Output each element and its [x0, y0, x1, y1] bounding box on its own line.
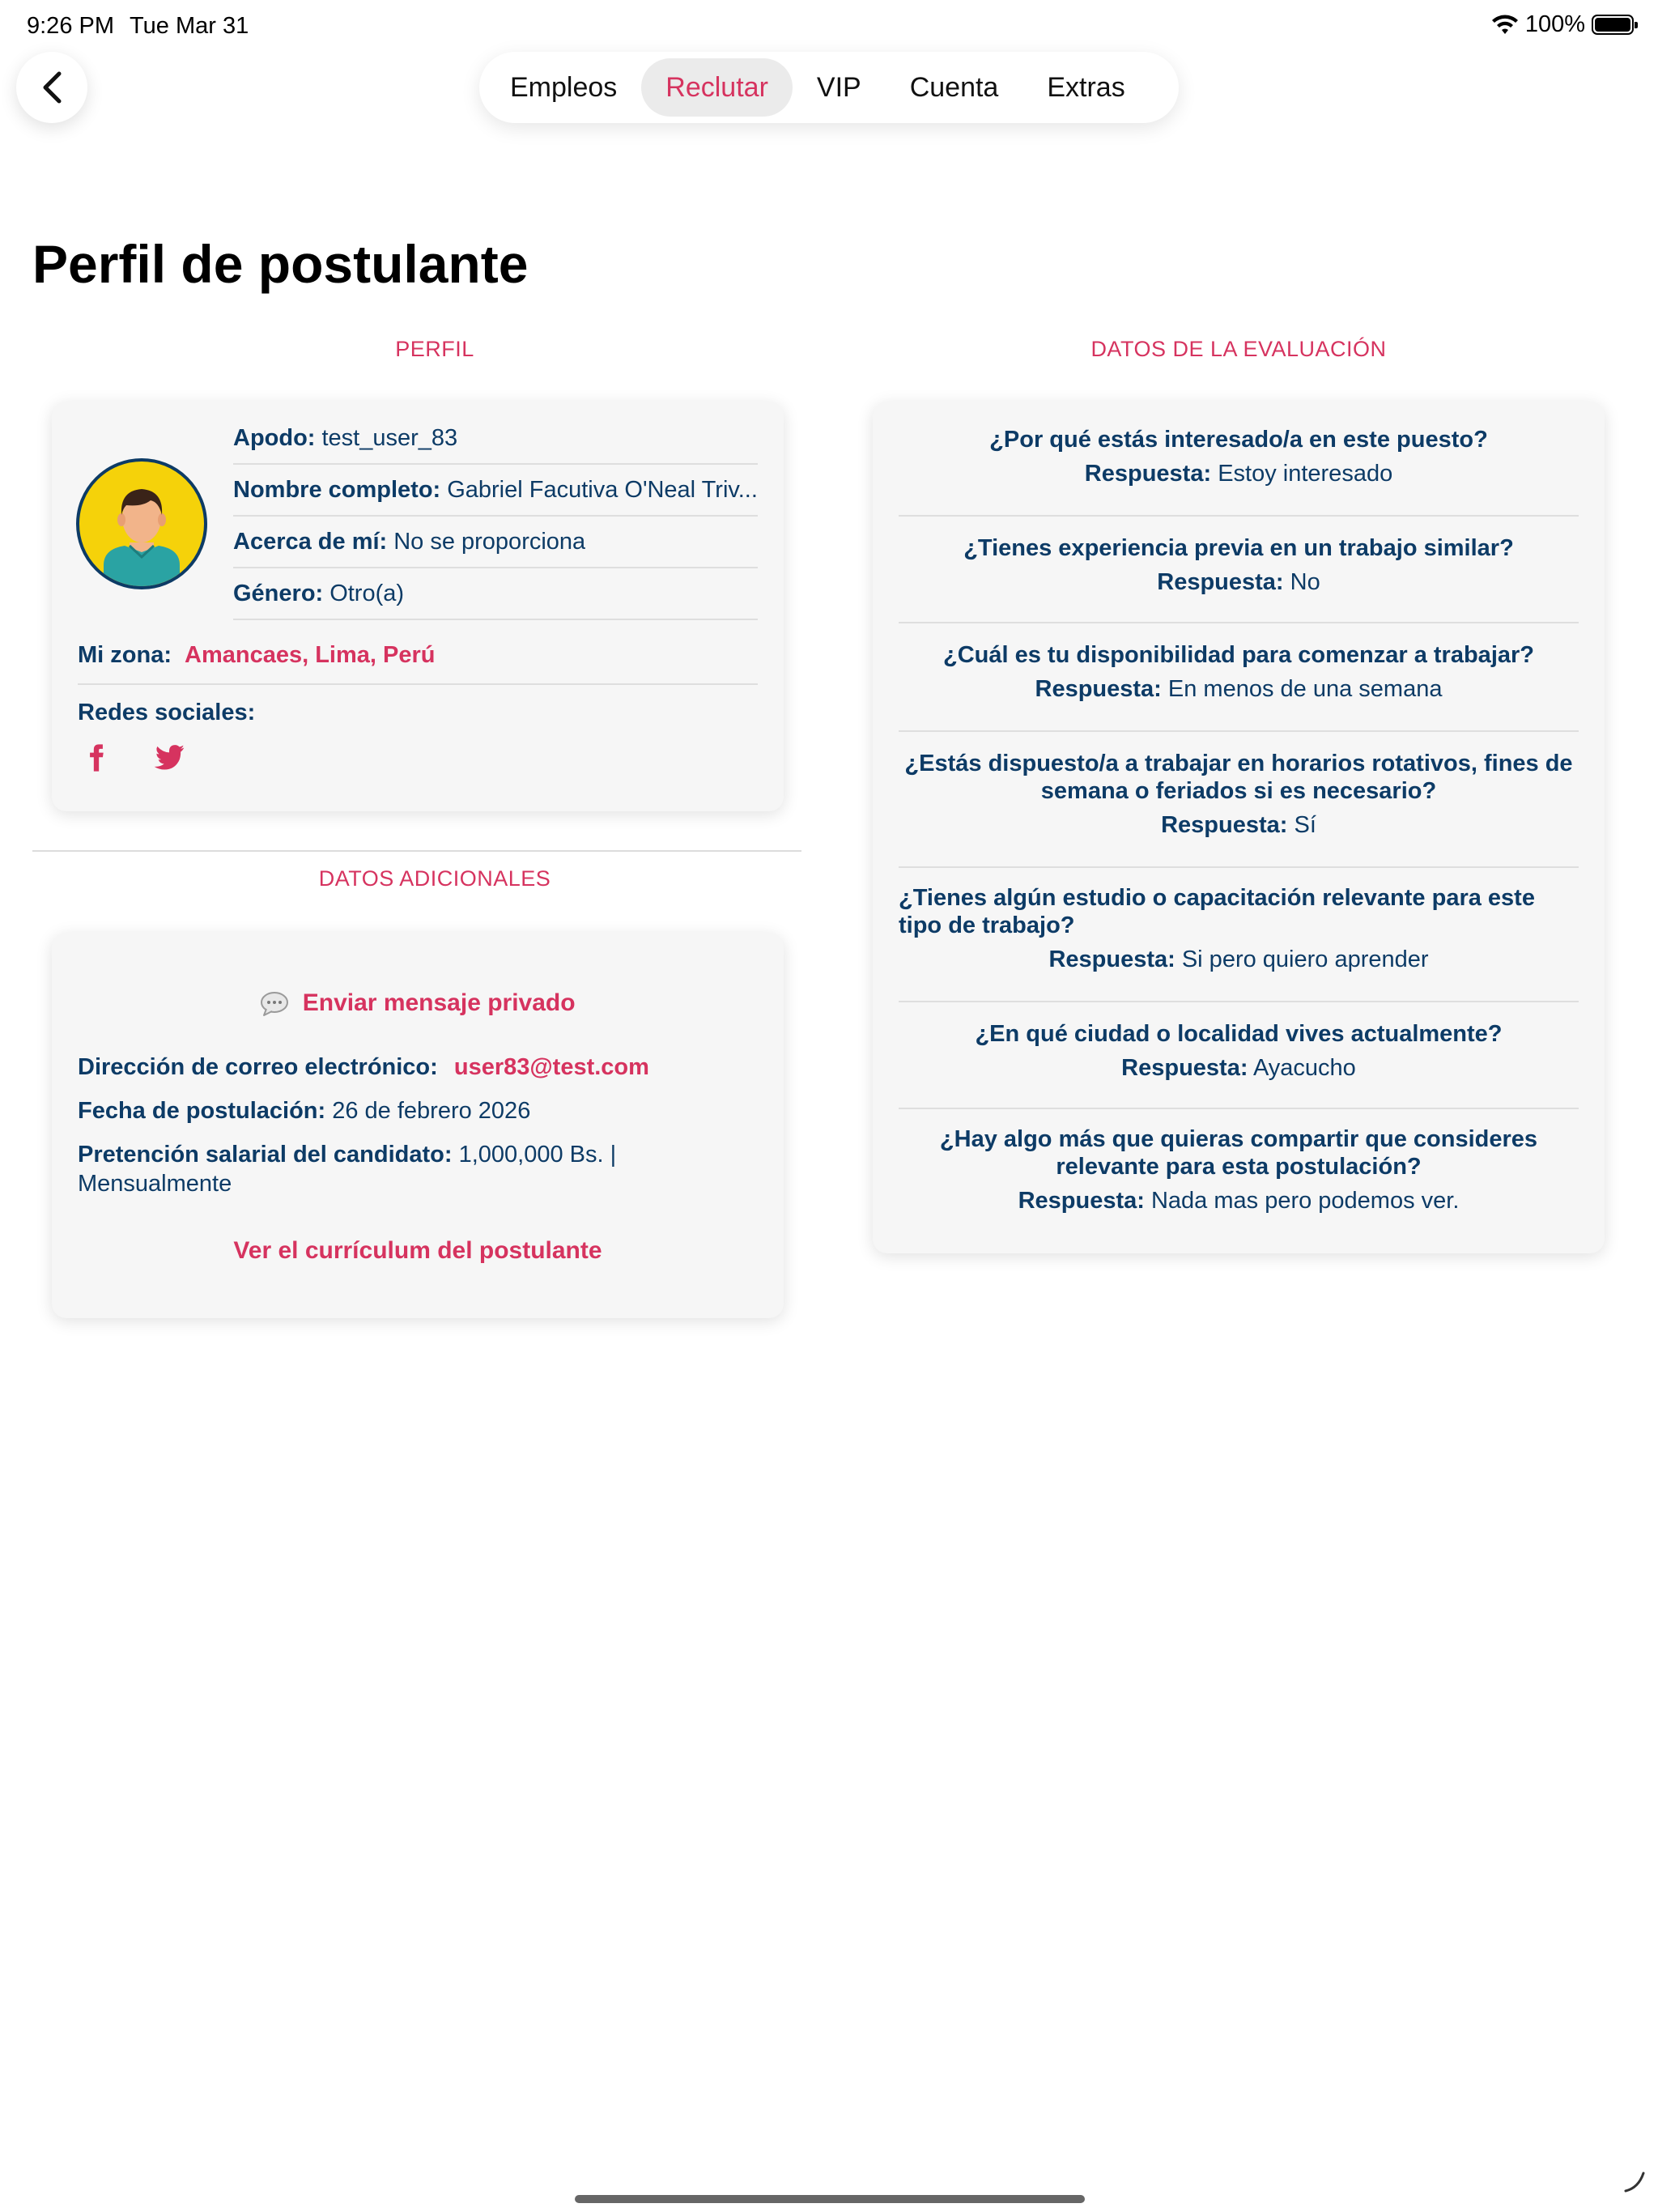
answer-value: No — [1290, 569, 1320, 595]
answer-label: Respuesta: — [1035, 676, 1162, 702]
nombre-value: Gabriel Facutiva O'Neal Triv... — [447, 476, 758, 503]
question-4: ¿Estás dispuesto/a a trabajar en horarios rotativos, fines de semana o feriados si es necesario? — [904, 751, 1573, 804]
fecha-label: Fecha de postulación: — [78, 1098, 326, 1124]
tab-cuenta[interactable]: Cuenta — [909, 71, 999, 103]
avatar — [76, 458, 207, 589]
zona-label: Mi zona: — [78, 641, 172, 668]
qa-item-3 — [899, 641, 1579, 732]
extra-section-label: DATOS ADICIONALES — [318, 866, 551, 891]
zona-row — [78, 627, 758, 685]
answer-label: Respuesta: — [1121, 1055, 1248, 1081]
salario-label: Pretención salarial del candidato: — [78, 1142, 453, 1168]
status-bar — [0, 0, 1658, 52]
answer-5 — [899, 946, 1579, 973]
user-avatar-icon — [79, 462, 204, 586]
status-time: 9:26 PM — [27, 13, 114, 39]
genero-value: Otro(a) — [329, 580, 405, 606]
send-message-button[interactable] — [52, 989, 784, 1017]
tab-vip[interactable]: VIP — [816, 71, 861, 103]
battery-icon — [1592, 15, 1634, 35]
redes-label: Redes sociales: — [78, 700, 256, 725]
extra-card — [52, 933, 784, 1318]
answer-label: Respuesta: — [1084, 461, 1212, 487]
qa-item-4 — [899, 750, 1579, 868]
evaluation-section-label: DATOS DE LA EVALUACIÓN — [1090, 337, 1387, 361]
view-cv-button[interactable] — [52, 1237, 784, 1265]
answer-label: Respuesta: — [1161, 812, 1288, 838]
evaluation-card — [873, 402, 1605, 1253]
facebook-icon[interactable] — [81, 742, 112, 774]
question-2: ¿Tienes experiencia previa en un trabajo similar? — [963, 535, 1514, 561]
twitter-icon[interactable] — [152, 742, 186, 774]
answer-value: Nada mas pero podemos ver. — [1150, 1188, 1460, 1214]
question-3: ¿Cuál es tu disponibilidad para comenzar a trabajar? — [943, 642, 1534, 668]
speech-bubble-icon — [260, 991, 289, 1017]
zona-value[interactable]: Amancaes, Lima, Perú — [185, 641, 436, 668]
acerca-value: No se proporciona — [393, 528, 586, 555]
home-indicator[interactable] — [575, 2195, 1085, 2203]
back-button[interactable] — [16, 52, 87, 123]
profile-section-label: PERFIL — [395, 337, 474, 361]
nombre-row — [233, 465, 758, 517]
status-right — [1491, 11, 1634, 38]
social-icons — [81, 742, 186, 774]
chevron-left-icon — [40, 70, 64, 104]
view-cv-label: Ver el currículum del postulante — [233, 1237, 602, 1264]
acerca-row — [233, 517, 758, 568]
question-5: ¿Tienes algún estudio o capacitación relevante para este tipo de trabajo? — [899, 885, 1535, 938]
acerca-label: Acerca de mí: — [233, 528, 388, 555]
question-7: ¿Hay algo más que quieras compartir que consideres relevante para esta postulación? — [939, 1126, 1538, 1180]
answer-value: Si pero quiero aprender — [1181, 946, 1429, 972]
section-divider — [32, 850, 801, 852]
answer-value: En menos de una semana — [1167, 676, 1443, 702]
page-title: Perfil de postulante — [32, 234, 529, 294]
battery-percent: 100% — [1524, 11, 1585, 37]
nombre-label: Nombre completo: — [233, 476, 441, 503]
answer-4 — [899, 811, 1579, 839]
genero-row — [233, 568, 758, 620]
qa-item-1 — [899, 426, 1579, 517]
correo-value[interactable]: user83@test.com — [453, 1054, 649, 1080]
qa-item-5 — [899, 884, 1579, 1002]
answer-label: Respuesta: — [1018, 1188, 1145, 1214]
battery-fill — [1595, 18, 1630, 32]
answer-6 — [899, 1054, 1579, 1082]
apodo-value: test_user_83 — [321, 424, 458, 451]
question-1: ¿Por qué estás interesado/a en este puesto? — [989, 427, 1488, 453]
answer-2 — [899, 568, 1579, 596]
fecha-value: 26 de febrero 2026 — [332, 1098, 531, 1124]
qa-item-6 — [899, 1020, 1579, 1109]
answer-1 — [899, 460, 1579, 487]
genero-label: Género: — [233, 580, 324, 606]
salario-value: 1,000,000 Bs. | Mensualmente — [78, 1142, 617, 1197]
send-message-label: Enviar mensaje privado — [302, 989, 576, 1016]
salario-line — [78, 1140, 758, 1198]
correo-line — [78, 1053, 758, 1082]
tab-extras[interactable]: Extras — [1047, 71, 1125, 103]
tab-reclutar[interactable]: Reclutar — [641, 58, 793, 117]
correo-label: Dirección de correo electrónico: — [78, 1054, 438, 1080]
answer-3 — [899, 675, 1579, 703]
answer-value: Sí — [1294, 812, 1316, 838]
answer-value: Ayacucho — [1252, 1055, 1356, 1081]
question-6: ¿En qué ciudad o localidad vives actualmente? — [975, 1021, 1503, 1047]
status-date: Tue Mar 31 — [130, 13, 249, 39]
answer-label: Respuesta: — [1048, 946, 1175, 972]
nav-tabs — [479, 52, 1179, 123]
scroll-handle-icon — [1622, 2170, 1647, 2194]
answer-label: Respuesta: — [1157, 569, 1284, 595]
qa-item-7 — [899, 1125, 1579, 1239]
apodo-label: Apodo: — [233, 424, 316, 451]
answer-7 — [899, 1187, 1579, 1214]
apodo-row — [233, 413, 758, 465]
fecha-line — [78, 1096, 758, 1125]
tab-empleos[interactable]: Empleos — [510, 71, 618, 103]
wifi-icon — [1491, 15, 1519, 36]
qa-item-2 — [899, 534, 1579, 623]
profile-card — [52, 402, 784, 811]
answer-value: Estoy interesado — [1218, 461, 1393, 487]
